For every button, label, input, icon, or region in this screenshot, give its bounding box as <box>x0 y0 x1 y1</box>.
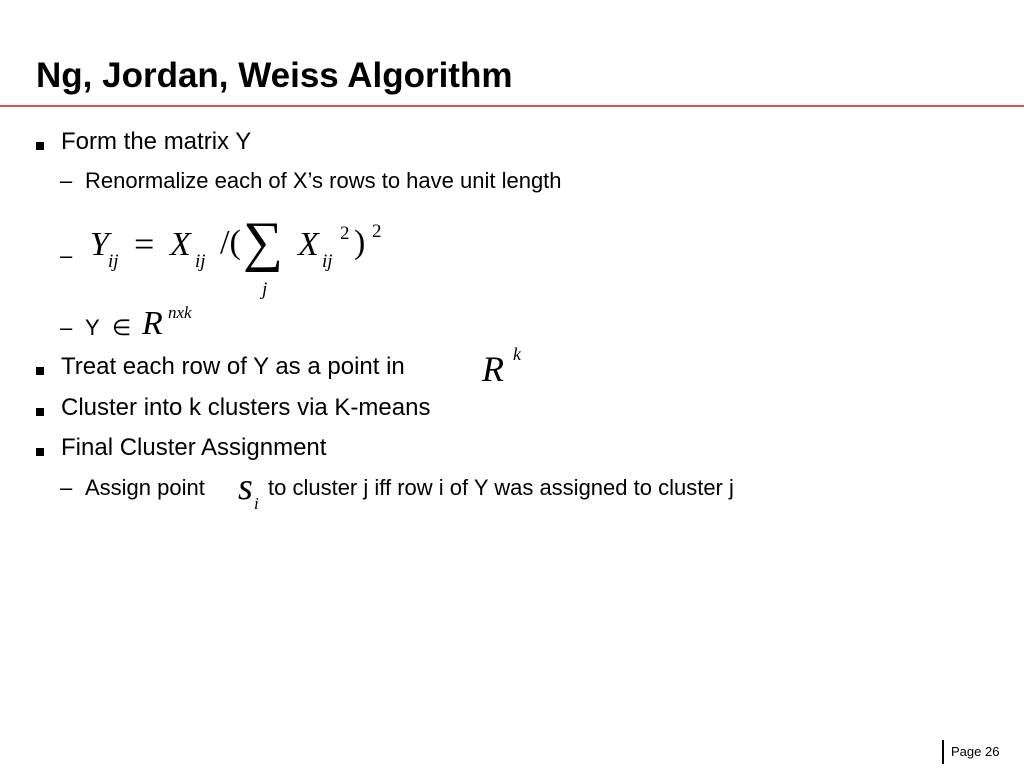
dash-icon: – <box>60 475 73 500</box>
element-of-icon: ∈ <box>112 315 132 340</box>
space-exponent: k <box>513 344 521 364</box>
sub-bullet-text-start: Assign point <box>85 475 205 500</box>
bullet-treat-row <box>36 355 536 379</box>
bullet-text: Cluster into k clusters via K-means <box>61 394 431 421</box>
square-bullet-icon <box>36 408 44 416</box>
bullet-final-assignment <box>36 436 636 460</box>
formula-open: /( <box>220 224 241 261</box>
footer-divider <box>942 740 944 764</box>
membership-Y: Y <box>85 315 100 340</box>
formula-outer-exponent: 2 <box>372 221 382 242</box>
formula-X: X <box>170 226 191 263</box>
formula-sum-index: j <box>262 279 268 300</box>
formula-X2: X <box>298 226 319 263</box>
sub-bullet-text-end: to cluster j iff row i of Y was assigned to cluster j <box>268 475 734 500</box>
formula-equals: = <box>134 224 155 264</box>
sub-bullet-renormalize <box>60 170 760 192</box>
membership-R: R <box>142 305 163 342</box>
square-bullet-icon <box>36 367 44 375</box>
dash-icon: – <box>60 315 73 340</box>
formula-X-subscript: ij <box>195 251 206 272</box>
membership-exponent: nxk <box>168 303 192 322</box>
bullet-cluster-kmeans <box>36 396 636 420</box>
square-bullet-icon <box>36 448 44 456</box>
bullet-form-matrix <box>36 130 636 154</box>
point-subscript: i <box>254 494 259 513</box>
summation-icon: ∑ <box>243 211 283 273</box>
page-number: Page 26 <box>951 744 1000 759</box>
point-s: s <box>238 466 253 508</box>
bullet-text: Final Cluster Assignment <box>61 434 327 461</box>
title-divider <box>0 105 1024 107</box>
square-bullet-icon <box>36 142 44 150</box>
formula-close: ) <box>354 224 366 261</box>
formula-Y: Y <box>90 226 109 263</box>
dash-icon: – <box>60 168 73 193</box>
formula-Y-subscript: ij <box>108 251 119 272</box>
bullet-text: Treat each row of Y as a point in <box>61 353 405 380</box>
bullet-text: Form the matrix Y <box>61 128 252 155</box>
sub-bullet-text: Renormalize each of X’s rows to have unit length <box>85 168 562 193</box>
slide-title: Ng, Jordan, Weiss Algorithm <box>36 56 513 95</box>
space-R: R <box>482 349 504 389</box>
formula-inner-exponent: 2 <box>340 223 350 244</box>
formula-X2-subscript: ij <box>322 251 333 272</box>
sub-bullet-assign <box>60 477 260 499</box>
dash-icon: – <box>60 243 73 268</box>
